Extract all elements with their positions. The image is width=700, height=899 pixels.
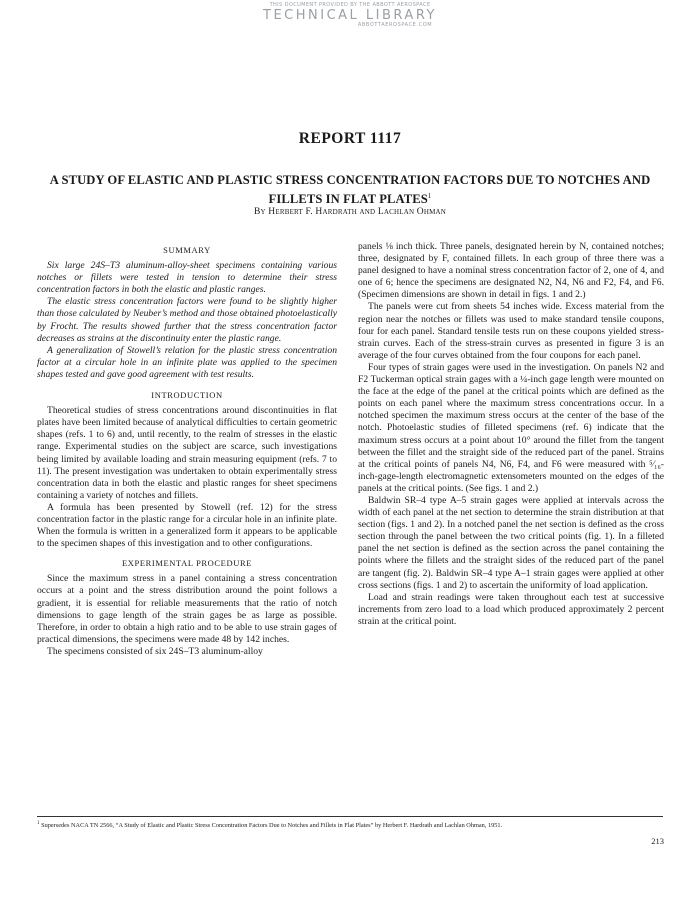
procedure-paragraph: panels ⅛ inch thick. Three panels, designated herein by N, contained notches; three, designated by F, contained fillets. In each group of three there was a panel designed to have a nominal stress concentration factor of 2, one of 4, and one of 6; hence the specimens are designated N2, N4, N6 and F2, F4, and F6. (Specimen dimensions are shown in detail in figs. 1 and 2.) bbox=[358, 241, 664, 301]
right-column bbox=[358, 241, 664, 628]
footnote-divider bbox=[37, 816, 663, 817]
watermark-library-name: TECHNICAL LIBRARY bbox=[263, 8, 437, 23]
procedure-paragraph: The panels were cut from sheets 54 inches wide. Excess material from the region near the notches or fillets was used to make standard tensile coupons, four for each panel. Standard tensile tests run on these coupons yielded stress-strain curves. Each of the stress-strain curves as presented in figure 3 is an average of the four curves obtained from the four coupons for each panel. bbox=[358, 301, 664, 361]
title-footnote-mark: 1 bbox=[427, 192, 432, 200]
watermark-website: ABBOTTAEROSPACE.COM bbox=[357, 22, 433, 28]
watermark-provided-by: THIS DOCUMENT PROVIDED BY THE ABBOTT AEROSPACE bbox=[269, 2, 431, 8]
report-number: REPORT 1117 bbox=[298, 130, 402, 147]
procedure-paragraph: Since the maximum stress in a panel containing a stress concentration occurs at a point and the stress distribution around the point follows a gradient, it is essential for reliable measurements that the ratio of notch dimensions to gage length of the strain gages be as large as possible. Therefore, in order to obtain a high ratio and to be able to use strain gages of practical dimensions, the specimens were made 48 by 142 inches. bbox=[37, 573, 337, 645]
page-number: 213 bbox=[651, 836, 664, 846]
summary-heading: SUMMARY bbox=[163, 245, 211, 255]
library-watermark bbox=[0, 3, 700, 28]
left-column bbox=[37, 241, 337, 658]
procedure-paragraph: Four types of strain gages were used in the investigation. On panels N2 and F2 Tuckerman optical strain gages with a ¼-inch gage length were mounted on the face at the edge of the panel at the critical points which are defined as the points on each panel where the maximum stress concentrations occur. In a notched specimen the maximum stress occurs at the center of the base of the notch. Photoelastic studies of filleted specimens (ref. 6) indicate that the maximum stress occurs at a point about 10° around the fillet from the tangent between the fillet and the straight side of the reduced part of the panel. Strains at the critical points of panels N4, N6, F4, and F6 were measured with ⁵⁄₁₆-inch-gage-length electromagnetic extensometers mounted on the edges of the panels at the critical points. (See figs. 1 and 2.) bbox=[358, 361, 664, 494]
summary-paragraph: Six large 24S–T3 aluminum-alloy-sheet specimens containing various notches or fillets were tested in tension to determine their stress concentration factors in both the elastic and plastic ranges. bbox=[37, 260, 337, 296]
paper-title-text: A STUDY OF ELASTIC AND PLASTIC STRESS CONCENTRATION FACTORS DUE TO NOTCHES AND FILLETS IN FLAT PLATES bbox=[49, 173, 651, 207]
introduction-paragraph: A formula has been presented by Stowell (ref. 12) for the stress concentration factor in the plastic range for a circular hole in an infinite plate. When the formula is written in a generalized form it appears to be applicable to the specimen shapes of this investigation and to other configurations. bbox=[37, 501, 337, 550]
procedure-paragraph: Baldwin SR–4 type A–5 strain gages were applied at intervals across the width of each panel at the net section to determine the strain distribution at that section (figs. 1 and 2). In a notched panel the net section is defined as the cross section through the panel between the two critical points (fig. 1). In a filleted panel the net section is defined as the section across the panel containing the points where the fillets and the straight sides of the reduced part of the panel are tangent (fig. 2). Baldwin SR–4 type A–1 strain gages were applied at other cross sections (figs. 1 and 2) to ascertain the uniformity of load application. bbox=[358, 494, 664, 591]
summary-paragraph: A generalization of Stowell’s relation for the plastic stress concentration factor at a circular hole in an infinite plate was applied to the specimen shapes tested and gave good agreement with test results. bbox=[37, 344, 337, 380]
paper-title bbox=[40, 172, 660, 207]
introduction-heading: INTRODUCTION bbox=[151, 390, 223, 401]
procedure-paragraph: Load and strain readings were taken throughout each test at successive increments from zero load to a load which produced approximately 2 percent strain at the critical point. bbox=[358, 591, 664, 627]
footnote-text: Supersedes NACA TN 2566, “A Study of Elastic and Plastic Stress Concentration Factors Due to Notches and Fillets in Flat Plates” by Herbert F. Hardrath and Lachlan Ohman, 1951. bbox=[41, 822, 503, 830]
introduction-paragraph: Theoretical studies of stress concentrations around discontinuities in flat plates have been limited because of analytical difficulties to certain geometric shapes (refs. 1 to 6) and, until recently, to the realm of stresses in the elastic range. Experimental studies on the subject are scarce, such investigations being limited by available loading and strain measuring equipment (refs. 7 to 11). The present investigation was undertaken to obtain experimentally stress concentration data in both the elastic and plastic ranges for sheet specimens containing a variety of notches and fillets. bbox=[37, 405, 337, 501]
procedure-paragraph: The specimens consisted of six 24S–T3 aluminum-alloy bbox=[47, 645, 263, 657]
experimental-procedure-heading: EXPERIMENTAL PROCEDURE bbox=[121, 558, 253, 569]
author-line: By Herbert F. Hardrath and Lachlan Ohman bbox=[253, 207, 447, 217]
footnote-mark: 1 bbox=[37, 821, 40, 826]
summary-section bbox=[37, 260, 337, 381]
footnote bbox=[37, 820, 667, 830]
summary-paragraph: The elastic stress concentration factors were found to be slightly higher than those calculated by Neuber’s method and those obtained photoelastically by Frocht. The results showed further that the stress concentration factor decreases as strains at the discontinuity enter the plastic range. bbox=[37, 296, 337, 344]
